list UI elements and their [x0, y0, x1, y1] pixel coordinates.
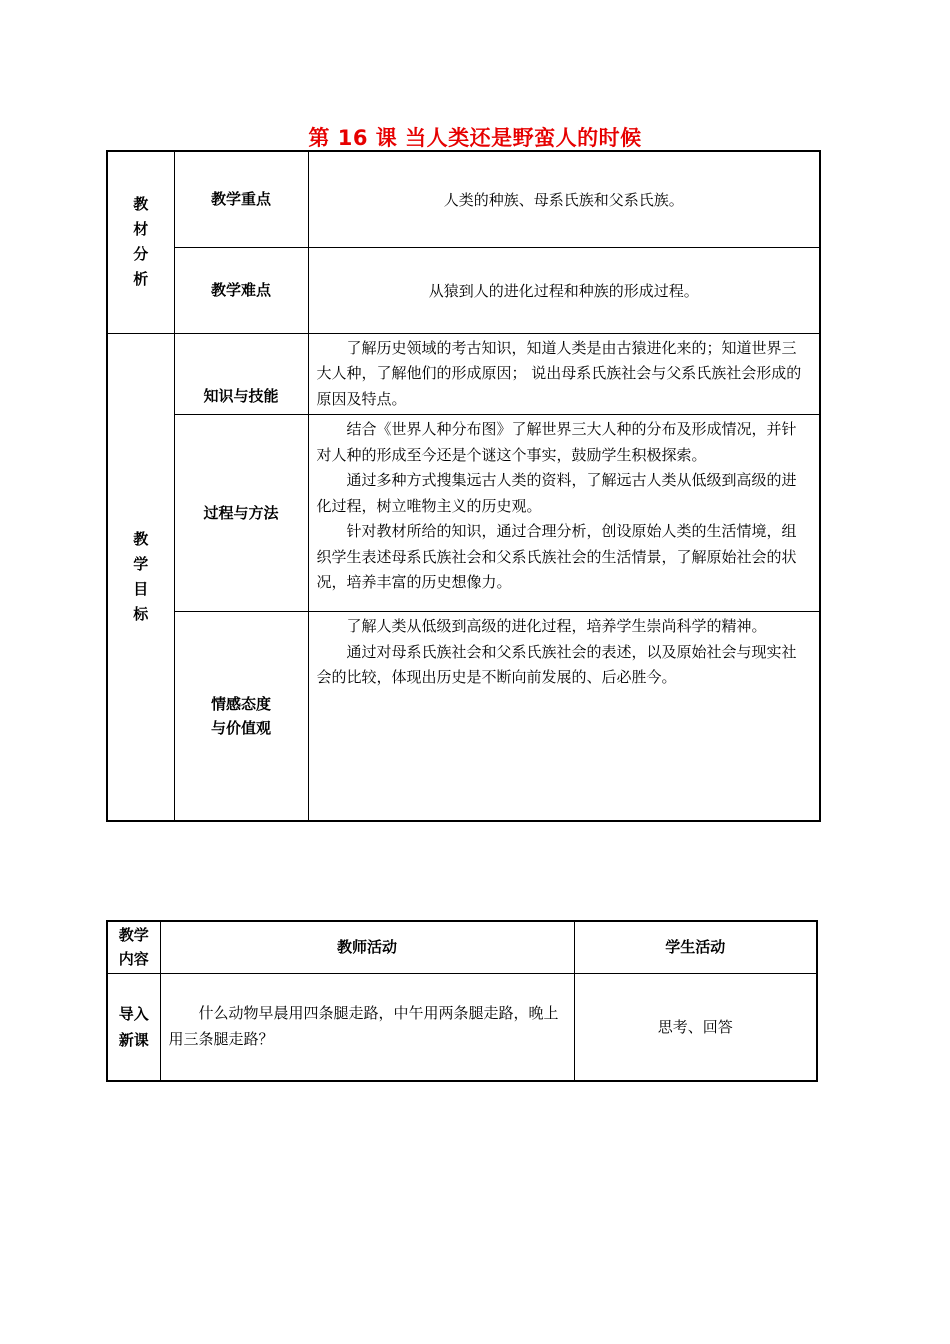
- emotion-paragraph: 了解人类从低级到高级的进化过程，培养学生崇尚科学的精神。: [346, 617, 767, 635]
- emotion-label-line1: 情感态度: [210, 694, 271, 713]
- difficulty-label: 教学难点: [174, 247, 308, 333]
- emotion-value-content: [308, 612, 820, 821]
- content-header: [107, 921, 160, 973]
- process-paragraph: 针对教材所给的知识，通过合理分析，创设原始人类的生活情境，组织学生表述母系氏族社会和父系氏族社会的生活情景，了解原始社会的状况，培养丰富的历史想像力。: [316, 522, 797, 591]
- intro-label-line1: 导入: [118, 1004, 149, 1023]
- vertical-label-char: 析: [133, 270, 149, 289]
- process-paragraph: 结合《世界人种分布图》了解世界三大人种的分布及形成情况，并针对人种的形成至今还是个谜这个事实，鼓励学生积极探索。: [316, 420, 797, 464]
- vertical-label-char: 教: [133, 529, 149, 548]
- emotion-paragraph: 通过对母系氏族社会和父系氏族社会的表述，以及原始社会与现实社会的比较，体现出历史是不断向前发展的、后必胜今。: [316, 642, 797, 686]
- vertical-label-char: 教: [133, 195, 149, 214]
- vertical-label-char: 学: [133, 554, 149, 573]
- knowledge-skill-label: 知识与技能: [174, 333, 308, 415]
- teacher-activity-text: [160, 973, 574, 1081]
- student-activity-text: 思考、回答: [574, 973, 817, 1081]
- process-method-content: [308, 415, 820, 612]
- intro-label-line2: 新课: [118, 1030, 149, 1049]
- vertical-label-char: 标: [133, 604, 149, 623]
- content-header-line1: 教学: [118, 926, 149, 945]
- vertical-label-char: 材: [133, 220, 149, 239]
- objectives-label-text: [108, 527, 174, 627]
- key-point-text: 人类的种族、母系氏族和父系氏族。: [308, 151, 820, 247]
- teacher-activity-header: 教师活动: [160, 921, 574, 973]
- student-activity-header: 学生活动: [574, 921, 817, 973]
- vertical-label-char: 分: [133, 245, 149, 264]
- material-analysis-label-text: [108, 192, 174, 292]
- teacher-question: 什么动物早晨用四条腿走路，中午用两条腿走路，晚上用三条腿走路？: [168, 1004, 559, 1048]
- teaching-activity-table: [106, 920, 818, 1082]
- emotion-value-label: [174, 612, 308, 821]
- page-title: 第 16 课 当人类还是野蛮人的时候: [308, 126, 642, 150]
- process-paragraph: 通过多种方式搜集远古人类的资料，了解远古人类从低级到高级的进化过程，树立唯物主义的历史观。: [316, 471, 797, 515]
- intro-row-label: [107, 973, 160, 1081]
- vertical-label-char: 目: [133, 579, 149, 598]
- material-analysis-label: [107, 151, 174, 333]
- key-point-label: 教学重点: [174, 151, 308, 247]
- knowledge-paragraph: 了解历史领域的考古知识，知道人类是由古猿进化来的；知道世界三大人种，了解他们的形成原因； 说出母系氏族社会与父系氏族社会形成的原因及特点。: [316, 338, 802, 408]
- knowledge-skill-content: [308, 333, 820, 415]
- content-header-line2: 内容: [118, 950, 149, 969]
- emotion-label-line2: 与价值观: [210, 718, 271, 737]
- difficulty-text: 从猿到人的进化过程和种族的形成过程。: [308, 247, 820, 333]
- objectives-label: [107, 333, 174, 821]
- material-analysis-table: [106, 150, 821, 822]
- process-method-label: 过程与方法: [174, 415, 308, 612]
